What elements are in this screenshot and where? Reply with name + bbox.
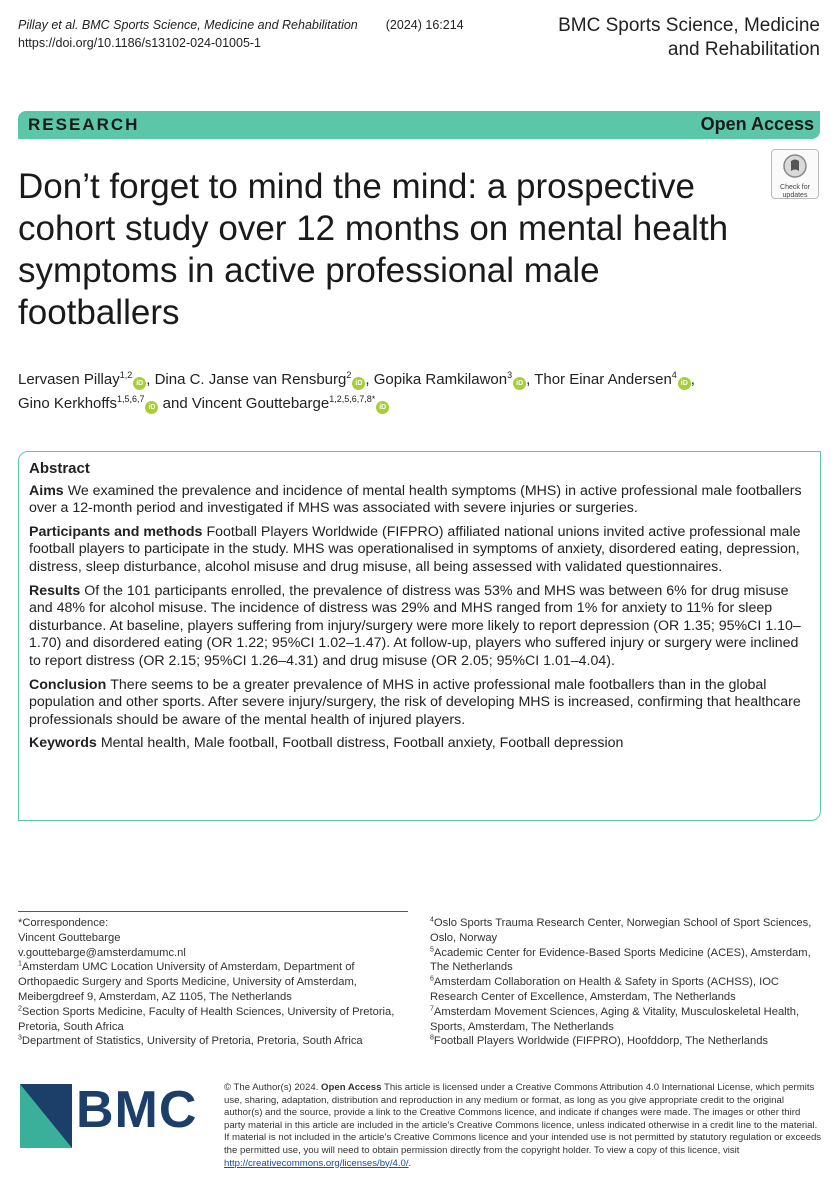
author-affiliation: 1,2,5,6,7,8* [329,394,376,404]
license-open-access: Open Access [321,1082,382,1093]
author-separator: , [365,371,374,388]
footnotes-right [430,916,825,1049]
section-text: Football Players Worldwide (FIFPRO) affiliated national unions invited active professional male football players to participate in the study. MHS was operationalised in symptoms of anxiety, disordered eating, depression, distress, sleep disturbance, alcohol misuse and drug misuse, all being assessed with validated questionnaires. [29,523,801,575]
author-affiliation: 1,2 [119,370,133,380]
abstract-results [29,583,810,671]
abstract-conclusion [29,677,810,730]
check-updates-text-1: Check for [780,184,810,191]
check-for-updates-badge[interactable] [771,149,819,199]
affiliation-text: Amsterdam UMC Location University of Amsterdam, Department of Orthopaedic Surgery and Sports Medicine, University of Amsterdam, Meibergdreef 9, Amsterdam, AZ 1105, The Netherlands [18,961,357,1003]
check-updates-text-2: updates [782,192,808,199]
year-volume: (2024) 16:214 [385,18,464,32]
affiliation-number: 3 [18,1034,22,1042]
journal-name [558,14,820,62]
author-separator: , [526,371,535,388]
affiliation-text: Amsterdam Collaboration on Health & Safety in Sports (ACHSS), IOC Research Center of Excellence, Amsterdam, The Netherlands [430,976,779,1003]
affiliation-item [18,960,413,1004]
section-label: Results [29,582,81,599]
footnotes-left [18,916,413,1049]
affiliation-item [430,975,825,1005]
affiliation-number: 5 [430,945,434,953]
bmc-logo [18,1078,203,1158]
author-affiliation: 2 [346,370,352,380]
affiliation-text: Football Players Worldwide (FIFPRO), Hoofddorp, The Netherlands [433,1035,769,1048]
affiliation-item [430,1034,825,1049]
section-label: Participants and methods [29,523,203,540]
affiliation-item [430,946,825,976]
license-body: This article is licensed under a Creative Commons Attribution 4.0 International License, which permits use, sharing, adaptation, distribution and reproduction in any medium or format, as long as you give appropriate credit to the original author(s) and the source, provide a link to the Creative Commons licence, and indicate if changes were made. The images or other third party material in this article are included in the article’s Creative Commons licence, unless indicated otherwise in a credit line to the material. If material is not included in the article’s Creative Commons licence and your intended use is not permitted by statutory regulation or exceeds the permitted use, you will need to obtain permission directly from the copyright holder. To view a copy of this licence, visit [224,1082,822,1156]
doi-link[interactable]: https://doi.org/10.1186/s13102-024-01005-1 [18,36,262,50]
author-affiliation: 1,5,6,7 [116,394,145,404]
journal-name-line2: and Rehabilitation [667,39,820,60]
author-name: Vincent Gouttebarge [191,395,330,412]
section-label: Aims [29,482,64,499]
section-label: Conclusion [29,676,107,693]
affiliation-number: 4 [430,916,434,924]
affiliation-item [18,1034,413,1049]
author-affiliation: 4 [671,370,677,380]
article-type-label: RESEARCH [28,115,140,134]
author-affiliation: 3 [507,370,513,380]
citation: Pillay et al. BMC Sports Science, Medicine and Rehabilitation [18,18,358,32]
keywords-text: Mental health, Male football, Football distress, Football anxiety, Football depression [100,735,624,752]
abstract-aims [29,483,810,518]
author-name: Gino Kerkhoffs [18,395,117,412]
orcid-icon[interactable]: iD [678,377,691,390]
article-title: Don’t forget to mind the mind: a prospective cohort study over 12 months on mental health symptoms in active professional male footballers [18,167,729,332]
affiliation-number: 6 [430,975,434,983]
section-text: We examined the prevalence and incidence of mental health symptoms (MHS) in active professional male footballers over a 12-month period and investigated if MHS was associated with severe injuries or surgeries. [29,482,802,517]
affiliation-item [18,1005,413,1035]
author-name: Thor Einar Andersen [534,371,672,388]
correspondence-label: *Correspondence: [18,917,109,929]
running-header [18,16,464,52]
orcid-icon[interactable]: iD [145,401,158,414]
license-statement [224,1082,824,1170]
abstract-methods [29,524,810,577]
affiliation-number: 1 [18,960,22,968]
author-list [18,368,818,416]
author-name: Gopika Ramkilawon [373,371,508,388]
affiliation-text: Section Sports Medicine, Faculty of Health Sciences, University of Pretoria, Pretoria, South Africa [18,1005,395,1033]
license-link[interactable]: http://creativecommons.org/licenses/by/4.0/ [224,1157,409,1169]
check-updates-icon [782,153,808,179]
orcid-icon[interactable]: iD [352,377,365,390]
abstract-heading: Abstract [29,460,90,477]
correspondence-name: Vincent Gouttebarge [18,931,121,944]
author-name: Lervasen Pillay [18,371,120,388]
orcid-icon[interactable]: iD [376,401,389,414]
affiliation-number: 7 [430,1005,434,1013]
license-suffix: . [408,1157,412,1169]
orcid-icon[interactable]: iD [133,377,146,390]
affiliation-text: Department of Statistics, University of Pretoria, Pretoria, South Africa [21,1035,363,1048]
affiliation-text: Amsterdam Movement Sciences, Aging & Vitality, Musculoskeletal Health, Sports, Amsterdam, The Netherlands [430,1005,800,1033]
footnote-divider [18,911,408,912]
author-separator: , [146,371,155,388]
keywords-label: Keywords [29,735,97,752]
affiliation-item [430,1005,825,1035]
open-access-label: Open Access [700,114,814,134]
abstract-box [18,451,821,821]
correspondence-email[interactable]: v.gouttebarge@amsterdamumc.nl [18,946,186,959]
journal-name-line1: BMC Sports Science, Medicine [558,15,820,36]
bmc-logo-mark-icon [20,1084,72,1148]
affiliation-text: Academic Center for Evidence-Based Sports Medicine (ACES), Amsterdam, The Netherlands [430,946,811,974]
affiliation-text: Oslo Sports Trauma Research Center, Norwegian School of Sport Sciences, Oslo, Norway [430,917,812,944]
section-text: There seems to be a greater prevalence of MHS in active professional male footballers than in the global population and other sports. After severe injury/surgery, the risk of developing MHS is increased, confirming that healthcare professionals should be aware of the mental health of injured players. [29,676,801,728]
affiliation-item [430,916,825,946]
section-text: Of the 101 participants enrolled, the prevalence of distress was 53% and MHS was between 6% for drug misuse and 48% for alcohol misuse. The incidence of distress was 29% and MHS ranged from 1% for anxiety to 11% for sleep disturbance. At baseline, players suffering from injury/surgery were more likely to report depression (OR 1.35; 95%CI 1.10–1.70) and disordered eating (OR 1.22; 95%CI 1.02–1.47). At follow-up, players who suffered injury or surgery were inclined to report distress (OR 2.15; 95%CI 1.26–4.31) and drug misuse (OR 2.05; 95%CI 1.01–4.04). [29,582,801,669]
bmc-logo-text: BMC [76,1081,198,1139]
author-name: Dina C. Janse van Rensburg [154,371,347,388]
abstract-keywords [29,735,810,753]
author-separator: , [690,371,695,388]
affiliation-number: 2 [18,1005,22,1013]
copyright-text: © The Author(s) 2024. [224,1082,319,1093]
article-type-banner [18,111,820,139]
author-separator: and [158,395,192,412]
affiliation-number: 8 [430,1034,434,1042]
orcid-icon[interactable]: iD [513,377,526,390]
